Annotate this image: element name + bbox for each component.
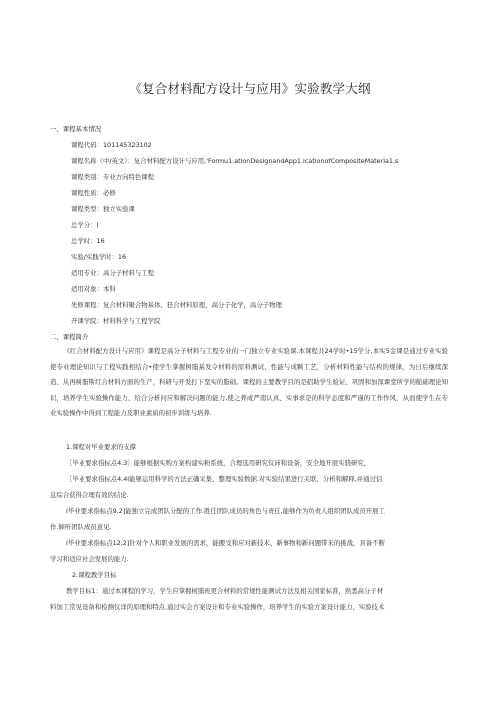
intro-paragraph: 《红合材料配方设计与应用》课程是高分子材料与工程专业的一门独立专业实验课.本课程共24学时•15学分,本实5金课是通过专业实验使专业理论知识与工程实践相结合•使学生掌握树脂基发令材料的原料测试、性能与成颗工艺，分析材料性能与结构的规律，为日后继续深造、从再树脂斯红合材料方面的生产，科研与开发打下坚实的脂础。课程的主要教学目的是招助学生验证、巩固和加深课堂所学的舶础理论知识，培养学生实验操作能力、给合分析问应和解决问题的能力,使之养成严南认真、实事求是的科学态度和严谨的工作作风，从而使学生在专业实验操作中得到工程能力及职业素质的初步训练与培养.	[50, 347, 448, 418]
info-course-name: 课程名称（中/英文）：复合材料配方设计与应用,'Formu1.ationDesignandApp1.icationofCompositeMateria1.s	[71, 157, 399, 165]
support-item-12-2-line2: 学习和适应社会发展的能力.	[50, 555, 129, 563]
document-title: 《复合材料配方设计与应用》实验教学大纲	[129, 81, 371, 96]
section-heading-basic-info: 一、课程基本情况	[50, 125, 102, 133]
goal-1-line2: 料加工常见设备和检测仪洋的原理和特点.通过实会方案设计和专业实验操作，培养学生的实验方案设计能力、实验技术	[50, 603, 385, 611]
support-item-9-2-line1: I毕业要求指标点9.2]能独立完成团队分配的工作.胜任团队成员的角色与责任,能够作为负责人组织团队成员开展工	[66, 507, 385, 515]
info-total-credits: 总学分：I	[71, 221, 99, 229]
info-course-nature: 课程性质：必修	[71, 189, 116, 197]
support-item-9-2-line2: 作.倾听团队成员意见.	[50, 523, 112, 531]
info-lab-hours: 实验/实践学时：16	[71, 253, 127, 261]
support-item-4-4-line2: 息综合获得合理有效的结论.	[50, 491, 129, 499]
support-item-4-4-line1: ［毕业要求指标点4.4l能够运用科学的方法正确采集、整理实验数据.对实验结果进行关联、分析和解释,并通过信	[66, 475, 383, 483]
info-college: 开课学院：材料科学与工程学院	[71, 317, 161, 325]
info-audience: 适用对象：本科	[71, 285, 116, 293]
info-course-code: 课程代码：101145323102	[71, 141, 152, 149]
info-course-category: 课程类别：专业方向特色课程	[71, 173, 155, 181]
goal-1-line1: 教学目标1：通过本课程的学习，学生应掌握树脂班更合材料的常规性能测试方法及相关国家标准，熟悉高分子材	[66, 587, 384, 595]
info-major: 适用专业：高分子材料与工程	[71, 269, 155, 277]
info-prerequisites: 先修课程：复合材料聚合物基体、狂合材料原理，高分子化学，高分子物理	[71, 301, 282, 309]
support-item-4-3: ［毕业要求指标点4.3］能够根据实购方案构建实粉系统，合理选用研究仪沛和设备，安全地开展实骁研究，	[66, 459, 371, 467]
info-course-type: 课程类型：独立实验课	[71, 205, 135, 213]
subheading-graduation-support: 1.课程对毕业要求的支撑	[66, 443, 137, 451]
subheading-teaching-goals: 2.课程教学目标	[72, 571, 117, 579]
support-item-12-2-line1: I毕业要求指标点12,2]针对个人和职业发展的需求，能搬受和应对新技术、新事物和新问题带来的挑战，具备不断	[66, 539, 385, 547]
info-total-hours: 总学时：16	[71, 237, 105, 245]
section-heading-intro: 二、课程简介	[50, 333, 89, 341]
